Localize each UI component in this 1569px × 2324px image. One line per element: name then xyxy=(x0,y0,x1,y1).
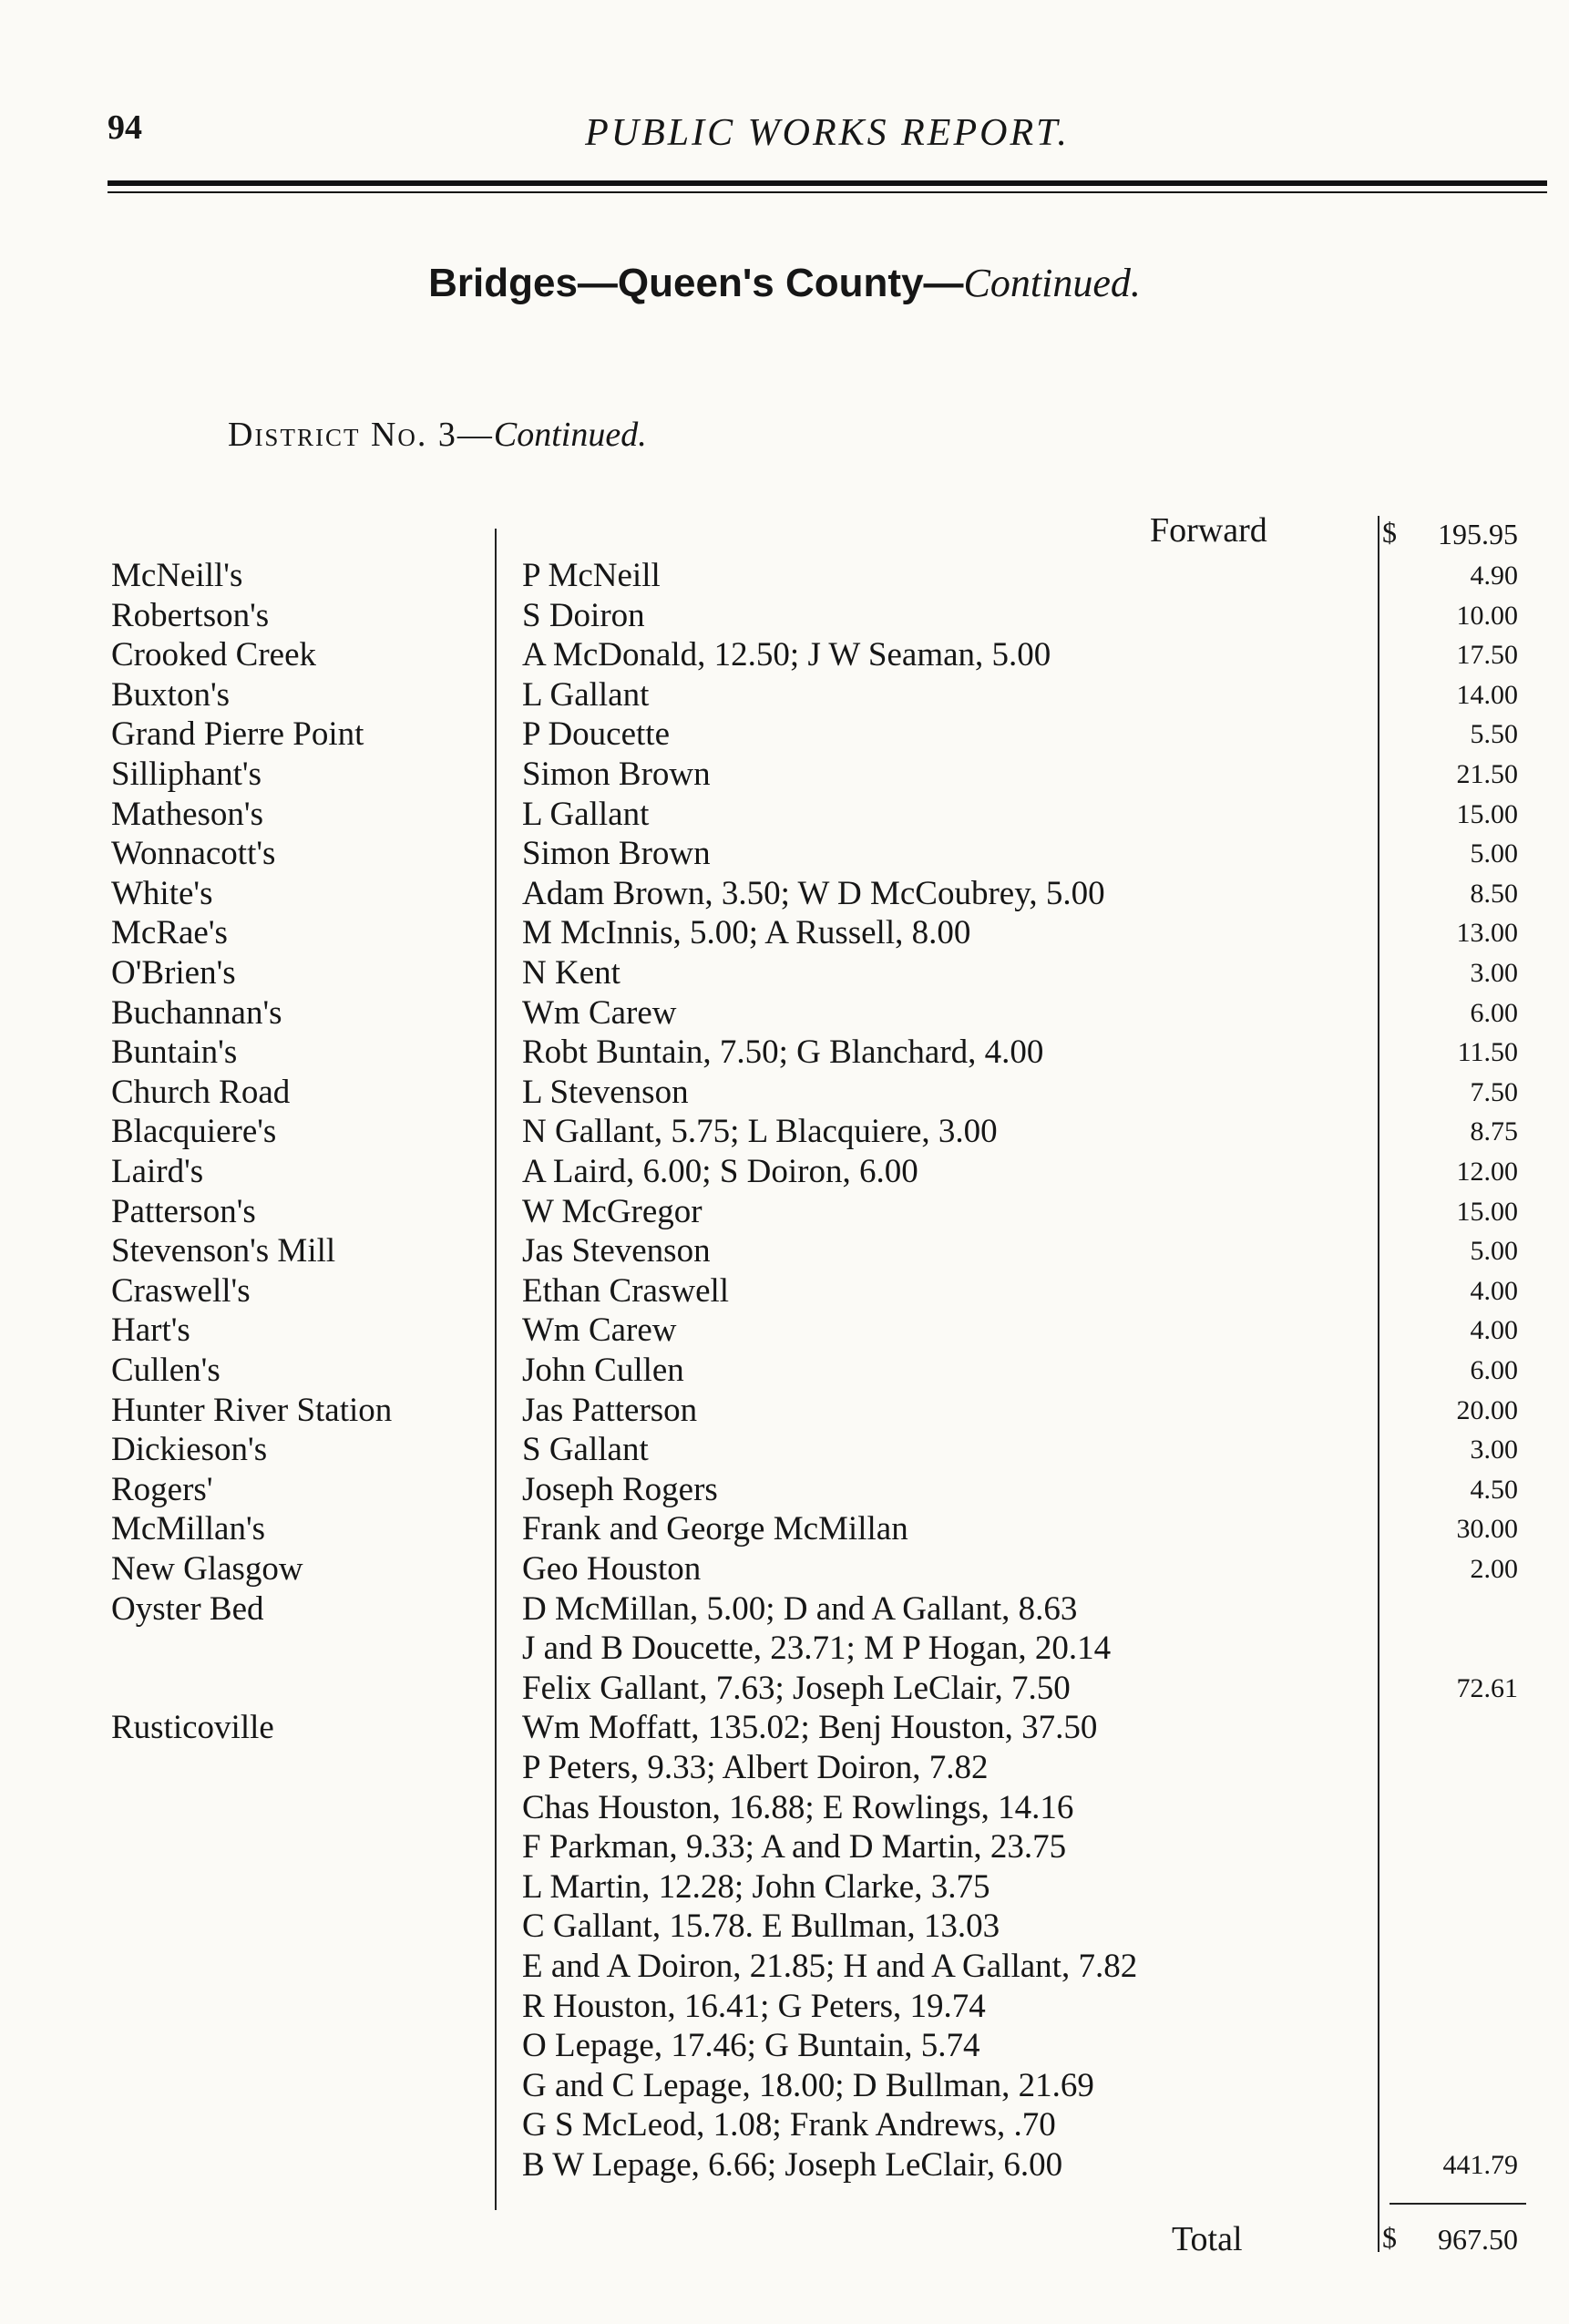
payee-entry: Jas Patterson xyxy=(522,1392,698,1429)
bridge-name: Robertson's xyxy=(111,597,270,634)
payee-entry: A McDonald, 12.50; J W Seaman, 5.00 xyxy=(522,636,1051,674)
payee-entry: G and C Lepage, 18.00; D Bullman, 21.69 xyxy=(522,2067,1094,2104)
payee-entry: S Gallant xyxy=(522,1431,649,1468)
bridge-name: White's xyxy=(111,875,213,912)
payee-entry: Robt Buntain, 7.50; G Blanchard, 4.00 xyxy=(522,1033,1044,1071)
payee-entry: N Kent xyxy=(522,954,620,992)
bridge-name: Buxton's xyxy=(111,676,231,714)
amount-entry: 5.00 xyxy=(1470,838,1518,869)
bridge-name: Hart's xyxy=(111,1311,190,1349)
payee-entry: Ethan Craswell xyxy=(522,1272,730,1310)
bridge-name: McNeill's xyxy=(111,557,243,594)
bridge-name: Craswell's xyxy=(111,1272,251,1310)
amount-entry: 14.00 xyxy=(1456,680,1518,710)
payee-entry: O Lepage, 17.46; G Buntain, 5.74 xyxy=(522,2027,980,2064)
bridge-name: Laird's xyxy=(111,1153,204,1190)
district-label: District No. 3— xyxy=(228,416,494,454)
payee-entry: Adam Brown, 3.50; W D McCoubrey, 5.00 xyxy=(522,875,1105,912)
bridge-name: Rogers' xyxy=(111,1471,213,1508)
bridge-name: Stevenson's Mill xyxy=(111,1232,336,1270)
bridge-name: Patterson's xyxy=(111,1193,256,1230)
payee-entry: P Doucette xyxy=(522,715,671,753)
amount-entry: 4.00 xyxy=(1470,1276,1518,1306)
payee-entry: P Peters, 9.33; Albert Doiron, 7.82 xyxy=(522,1749,989,1786)
payee-entry: E and A Doiron, 21.85; H and A Gallant, 7.82 xyxy=(522,1948,1138,1985)
payee-entry: L Stevenson xyxy=(522,1074,689,1111)
bridge-name: Oyster Bed xyxy=(111,1590,264,1628)
forward-dollar-sign: $ xyxy=(1382,516,1397,549)
payee-entry: Geo Houston xyxy=(522,1550,702,1588)
bridge-name: Buntain's xyxy=(111,1033,238,1071)
amount-entry: 6.00 xyxy=(1470,998,1518,1028)
bridge-name: Buchannan's xyxy=(111,994,282,1032)
forward-label: Forward xyxy=(1150,511,1267,550)
payee-entry: R Houston, 16.41; G Peters, 19.74 xyxy=(522,1988,986,2025)
header-rule xyxy=(108,180,1547,186)
amount-entry: 2.00 xyxy=(1470,1554,1518,1584)
district-heading xyxy=(228,415,647,455)
payee-entry: M McInnis, 5.00; A Russell, 8.00 xyxy=(522,914,971,951)
amount-entry: 11.50 xyxy=(1457,1037,1518,1067)
section-title xyxy=(0,260,1569,306)
payee-entry: Chas Houston, 16.88; E Rowlings, 14.16 xyxy=(522,1789,1074,1826)
bridge-name: Blacquiere's xyxy=(111,1113,277,1150)
bridge-name: McRae's xyxy=(111,914,228,951)
amount-entry: 5.00 xyxy=(1470,1236,1518,1266)
payee-entry: Joseph Rogers xyxy=(522,1471,718,1508)
payee-entry: Wm Carew xyxy=(522,1311,677,1349)
district-continued: Continued. xyxy=(493,416,647,454)
amount-entry: 17.50 xyxy=(1456,640,1518,670)
amount-entry: 4.00 xyxy=(1470,1315,1518,1345)
page-number: 94 xyxy=(108,108,142,147)
payee-entry: P McNeill xyxy=(522,557,661,594)
bridge-name: Silliphant's xyxy=(111,756,262,793)
amount-entry: 8.50 xyxy=(1470,879,1518,909)
payee-entry: S Doiron xyxy=(522,597,645,634)
section-title-continued: Continued. xyxy=(963,261,1141,305)
amount-entry: 7.50 xyxy=(1470,1077,1518,1107)
amount-entry: 3.00 xyxy=(1470,1435,1518,1465)
bridge-name: McMillan's xyxy=(111,1510,266,1548)
payee-entry: G S McLeod, 1.08; Frank Andrews, .70 xyxy=(522,2106,1056,2144)
payee-entry: B W Lepage, 6.66; Joseph LeClair, 6.00 xyxy=(522,2146,1063,2184)
amount-entry: 12.00 xyxy=(1456,1157,1518,1187)
payee-entry: L Gallant xyxy=(522,676,650,714)
bridge-name: Crooked Creek xyxy=(111,636,317,674)
total-amount: 967.50 xyxy=(1438,2223,1518,2256)
amount-entry: 30.00 xyxy=(1456,1514,1518,1544)
payee-entry: Jas Stevenson xyxy=(522,1232,711,1270)
total-dollar-sign: $ xyxy=(1382,2221,1397,2254)
amount-column-divider xyxy=(1378,516,1379,2252)
bridge-name: New Glasgow xyxy=(111,1550,303,1588)
page-header xyxy=(108,102,1547,157)
amount-entry: 4.50 xyxy=(1470,1475,1518,1505)
section-title-text: Bridges—Queen's County— xyxy=(428,261,964,305)
column-divider xyxy=(495,529,497,2210)
sum-rule xyxy=(1390,2203,1526,2205)
header-rule-thin xyxy=(108,191,1547,193)
amount-entry: 441.79 xyxy=(1442,2150,1518,2180)
amount-entry: 6.00 xyxy=(1470,1355,1518,1385)
bridge-name: Wonnacott's xyxy=(111,835,276,872)
bridge-name: Matheson's xyxy=(111,796,263,833)
amount-entry: 15.00 xyxy=(1456,1197,1518,1227)
payee-entry: Simon Brown xyxy=(522,756,711,793)
bridge-name: Rusticoville xyxy=(111,1709,274,1746)
payee-entry: J and B Doucette, 23.71; M P Hogan, 20.14 xyxy=(522,1630,1112,1667)
amount-entry: 5.50 xyxy=(1470,719,1518,749)
amount-entry: 4.90 xyxy=(1470,560,1518,591)
amount-entry: 72.61 xyxy=(1456,1673,1518,1703)
payee-entry: Simon Brown xyxy=(522,835,711,872)
amount-entry: 15.00 xyxy=(1456,799,1518,829)
payee-entry: W McGregor xyxy=(522,1193,702,1230)
amount-entry: 3.00 xyxy=(1470,958,1518,988)
bridge-name: Dickieson's xyxy=(111,1431,268,1468)
amount-entry: 21.50 xyxy=(1456,759,1518,789)
payee-entry: Wm Carew xyxy=(522,994,677,1032)
bridge-name: O'Brien's xyxy=(111,954,236,992)
bridge-name: Cullen's xyxy=(111,1352,220,1389)
payee-entry: Frank and George McMillan xyxy=(522,1510,908,1548)
payee-entry: Wm Moffatt, 135.02; Benj Houston, 37.50 xyxy=(522,1709,1098,1746)
payee-entry: F Parkman, 9.33; A and D Martin, 23.75 xyxy=(522,1828,1067,1866)
amount-entry: 10.00 xyxy=(1456,601,1518,631)
amount-entry: 13.00 xyxy=(1456,918,1518,948)
amount-entry: 8.75 xyxy=(1470,1116,1518,1147)
payee-entry: C Gallant, 15.78. E Bullman, 13.03 xyxy=(522,1908,1000,1945)
payee-entry: John Cullen xyxy=(522,1352,684,1389)
bridge-name: Hunter River Station xyxy=(111,1392,393,1429)
payee-entry: Felix Gallant, 7.63; Joseph LeClair, 7.50 xyxy=(522,1670,1071,1707)
payee-entry: L Martin, 12.28; John Clarke, 3.75 xyxy=(522,1868,990,1906)
bridge-name: Grand Pierre Point xyxy=(111,715,364,753)
amount-entry: 20.00 xyxy=(1456,1395,1518,1425)
payee-entry: N Gallant, 5.75; L Blacquiere, 3.00 xyxy=(522,1113,998,1150)
payee-entry: A Laird, 6.00; S Doiron, 6.00 xyxy=(522,1153,918,1190)
forward-amount: 195.95 xyxy=(1438,518,1518,550)
payee-entry: L Gallant xyxy=(522,796,650,833)
payee-entry: D McMillan, 5.00; D and A Gallant, 8.63 xyxy=(522,1590,1078,1628)
running-head: PUBLIC WORKS REPORT. xyxy=(585,112,1070,154)
bridge-name: Church Road xyxy=(111,1074,291,1111)
total-label: Total xyxy=(1172,2220,1243,2258)
